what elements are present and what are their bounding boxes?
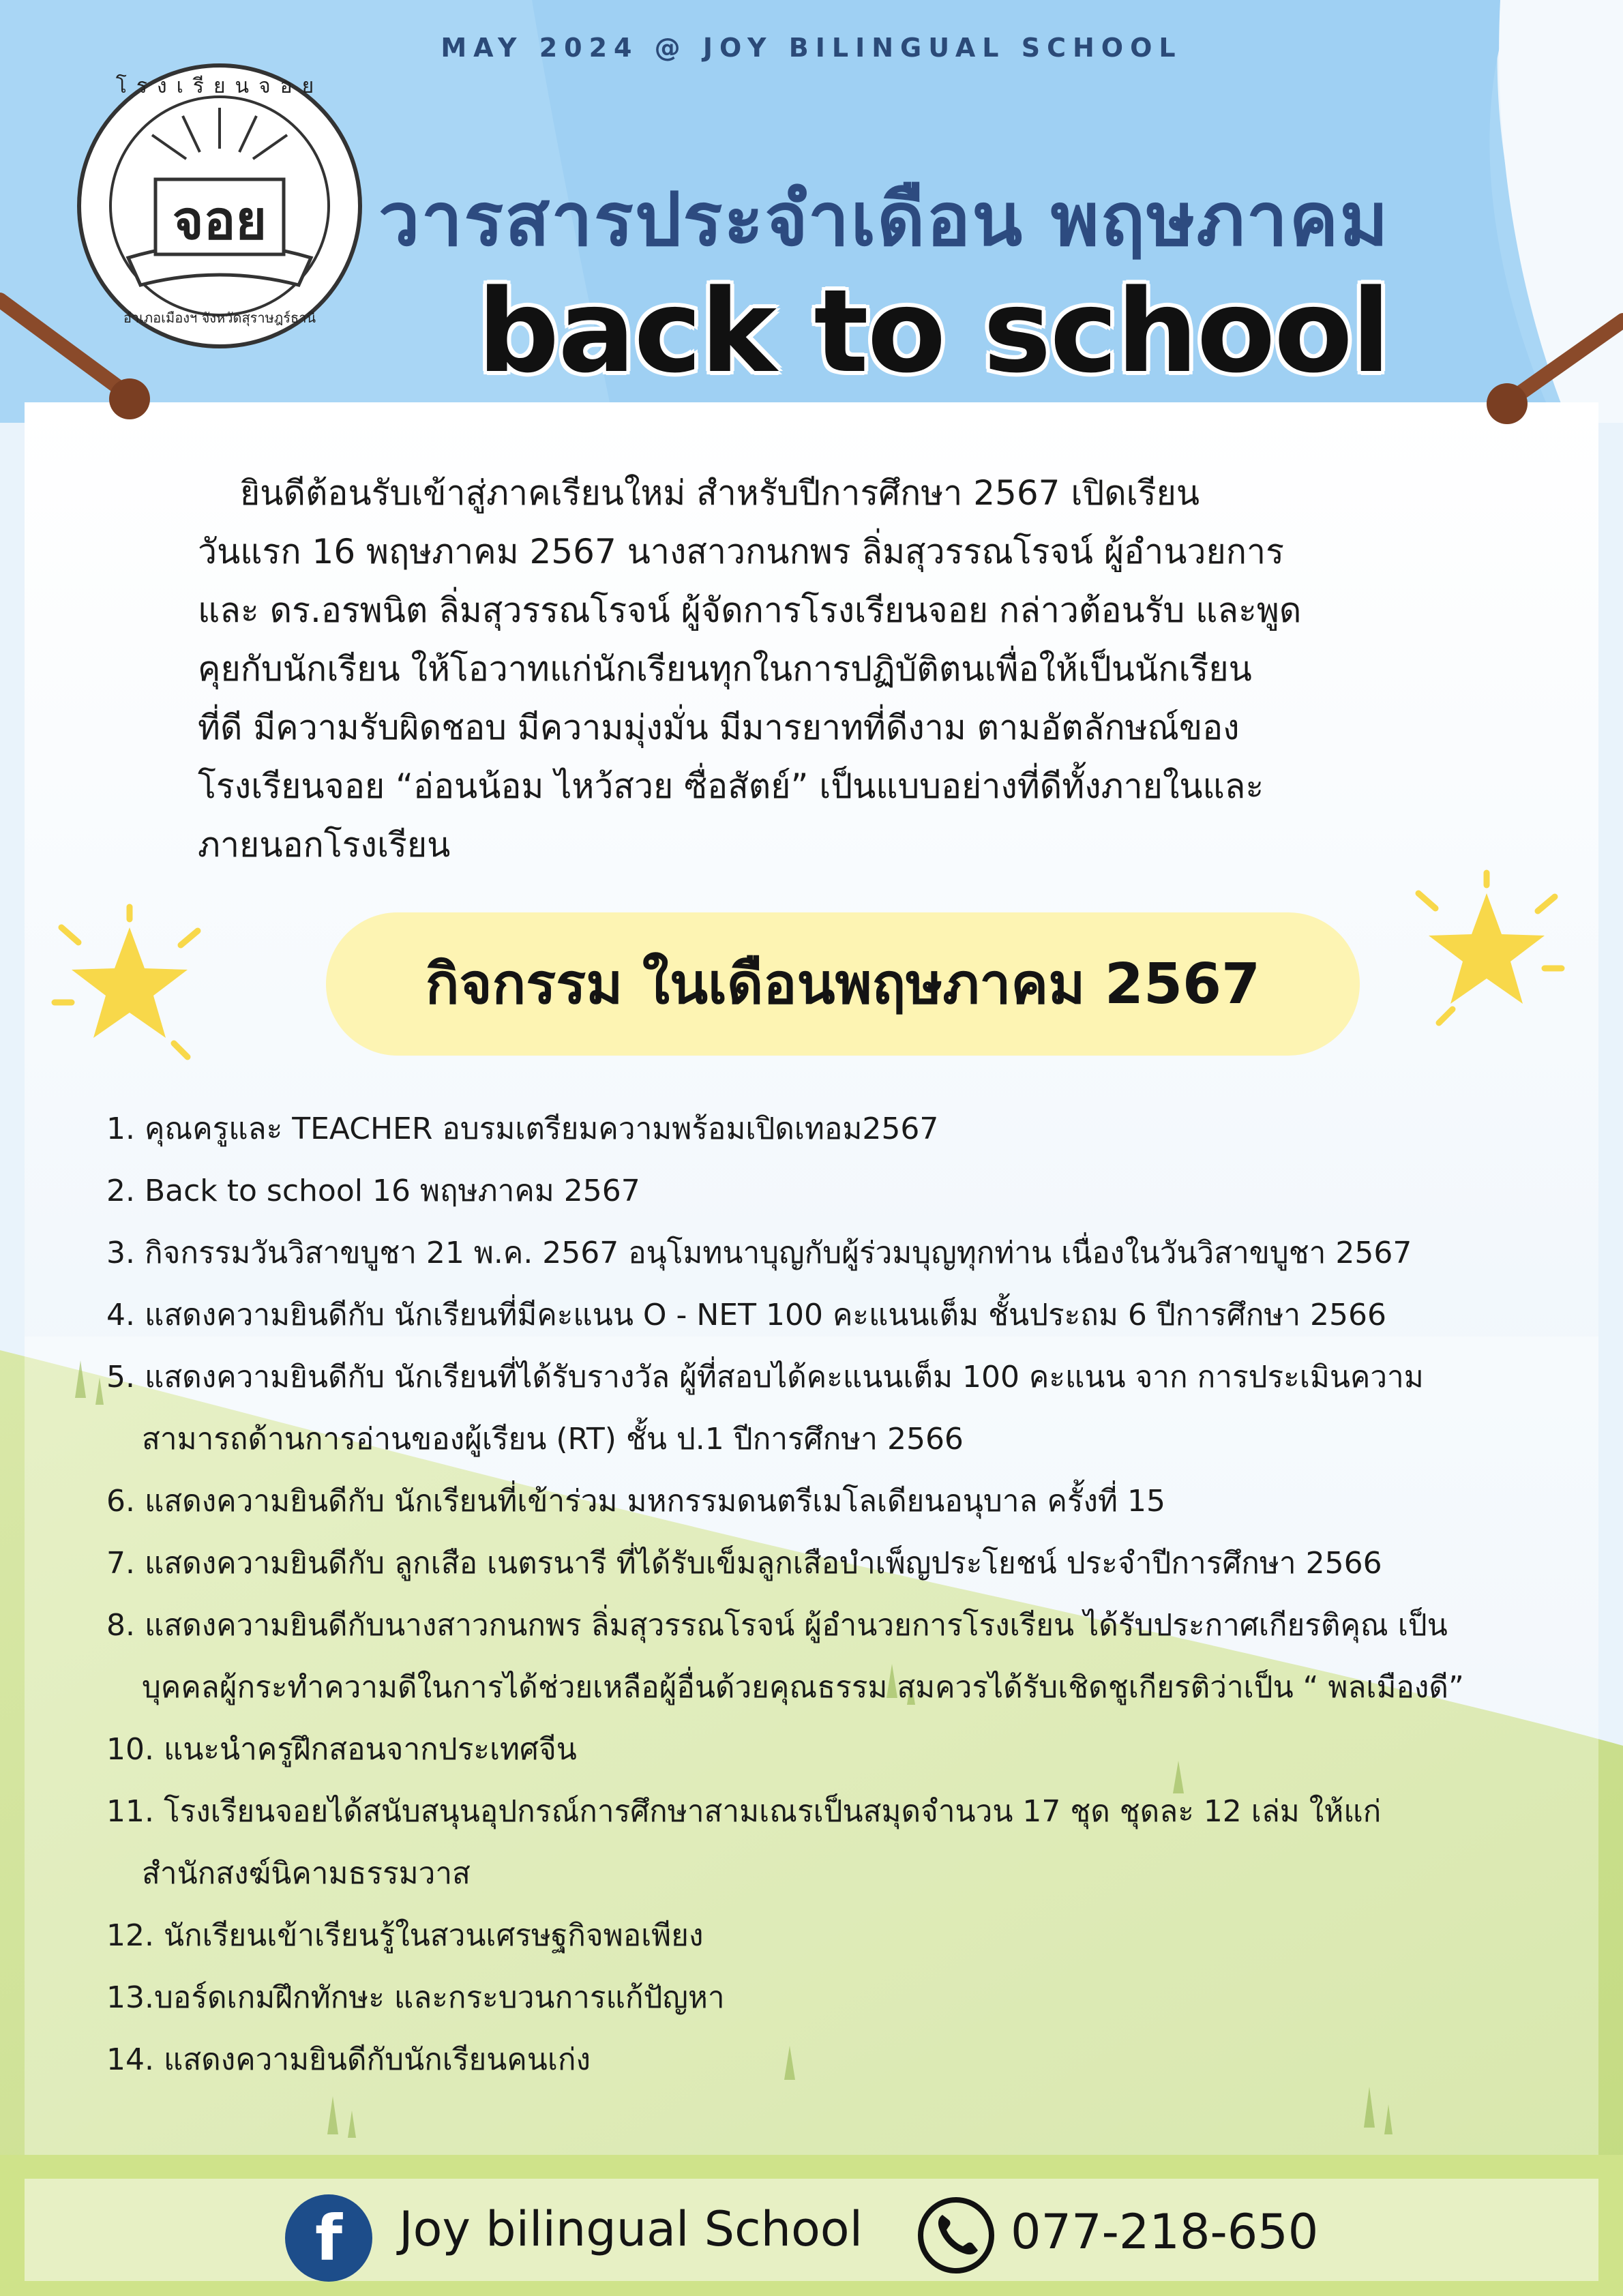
list-item-text: 2. Back to school 16 พฤษภาคม 2567 xyxy=(106,1174,640,1208)
facebook-icon-glyph: f xyxy=(314,2201,343,2275)
newsletter-title-english: back to school xyxy=(477,265,1390,398)
list-item xyxy=(106,1160,1559,1222)
phone-number[interactable]: 077-218-650 xyxy=(1011,2204,1319,2260)
facebook-icon[interactable] xyxy=(285,2194,372,2282)
list-item xyxy=(106,1284,1559,1346)
logo-center-text: จอย xyxy=(172,190,267,252)
list-item-text: 7. แสดงความยินดีกับ ลูกเสือ เนตรนารี ที่ได้รับเข็มลูกเสือบำเพ็ญประโยชน์ ประจำปีการศึกษา 2566 xyxy=(106,1546,1382,1581)
list-item xyxy=(106,1718,1559,1780)
star-icon-left xyxy=(41,900,218,1077)
list-item xyxy=(106,1222,1559,1284)
list-item-text: 4. แสดงความยินดีกับ นักเรียนที่มีคะแนน O - NET 100 คะแนนเต็ม ชั้นประถม 6 ปีการศึกษา 2566 xyxy=(106,1298,1387,1332)
date-line: MAY 2024 @ JOY BILINGUAL SCHOOL xyxy=(441,33,1182,63)
intro-line: ภายนอกโรงเรียน xyxy=(198,825,451,865)
intro-line: ยินดีต้อนรับเข้าสู่ภาคเรียนใหม่ สำหรับปีการศึกษา 2567 เปิดเรียน xyxy=(240,473,1200,513)
list-item xyxy=(106,1470,1559,1532)
phone-icon xyxy=(915,2194,997,2276)
list-item-text: 3. กิจกรรมวันวิสาขบูชา 21 พ.ค. 2567 อนุโมทนาบุญกับผู้ร่วมบุญทุกท่าน เนื่องในวันวิสาขบูชา 2567 xyxy=(106,1236,1412,1270)
list-item-continuation: สามารถด้านการอ่านของผู้เรียน (RT) ชั้น ป.1 ปีการศึกษา 2566 xyxy=(142,1422,964,1457)
list-item xyxy=(106,1905,1559,1967)
list-item-text: 14. แสดงความยินดีกับนักเรียนคนเก่ง xyxy=(106,2042,591,2077)
list-item-text: 11. โรงเรียนจอยได้สนับสนุนอุปกรณ์การศึกษาสามเณรเป็นสมุดจำนวน 17 ชุด ชุดละ 12 เล่ม ให้แก่ xyxy=(106,1794,1382,1829)
facebook-page-link[interactable]: Joy bilingual School xyxy=(399,2201,863,2257)
list-item xyxy=(106,2029,1559,2091)
list-item xyxy=(106,1594,1559,1718)
activities-heading-banner xyxy=(326,912,1360,1056)
logo-ring-text: โรงเรียนจอย xyxy=(115,74,324,98)
intro-line: คุยกับนักเรียน ให้โอวาทแก่นักเรียนทุกในการปฏิบัติตนเพื่อให้เป็นนักเรียน xyxy=(198,649,1252,689)
list-item xyxy=(106,1098,1559,1160)
intro-line: โรงเรียนจอย “อ่อนน้อม ไหว้สวย ซื่อสัตย์” เป็นแบบอย่างที่ดีทั้งภายในและ xyxy=(198,766,1264,806)
list-item xyxy=(106,1346,1559,1470)
school-logo xyxy=(74,60,366,352)
intro-paragraph xyxy=(198,464,1466,874)
list-item-continuation: บุคคลผู้กระทำความดีในการได้ช่วยเหลือผู้อื่นด้วยคุณธรรม สมควรได้รับเชิดชูเกียรติว่าเป็น “ พลเมืองดี” xyxy=(142,1670,1464,1705)
list-item-text: 5. แสดงความยินดีกับ นักเรียนที่ได้รับรางวัล ผู้ที่สอบได้คะแนนเต็ม 100 คะแนน จาก การประเมินความ xyxy=(106,1360,1424,1395)
activities-list xyxy=(106,1098,1559,2091)
list-item xyxy=(106,1532,1559,1594)
list-item-continuation: สำนักสงฆ์นิคามธรรมวาส xyxy=(142,1856,471,1891)
intro-line: ที่ดี มีความรับผิดชอบ มีความมุ่งมั่น มีมารยาทที่ดีงาม ตามอัตลักษณ์ของ xyxy=(198,708,1240,747)
newsletter-title-thai: วารสารประจำเดือน พฤษภาคม xyxy=(378,177,1390,263)
intro-line: วันแรก 16 พฤษภาคม 2567 นางสาวกนกพร ลิ่มสุวรรณโรจน์ ผู้อำนวยการ xyxy=(198,532,1284,571)
logo-ring-text-bottom: อำเภอเมืองฯ จังหวัดสุราษฎร์ธานี xyxy=(123,310,316,326)
list-item-text: 1. คุณครูและ TEACHER อบรมเตรียมความพร้อมเปิดเทอม2567 xyxy=(106,1112,939,1146)
activities-heading: กิจกรรม ในเดือนพฤษภาคม 2567 xyxy=(425,952,1261,1017)
list-item-text: 8. แสดงความยินดีกับนางสาวกนกพร ลิ่มสุวรรณโรจน์ ผู้อำนวยการโรงเรียน ได้รับประกาศเกียรติคุณ เป็น xyxy=(106,1608,1448,1643)
list-item-text: 10. แนะนำครูฝึกสอนจากประเทศจีน xyxy=(106,1732,577,1767)
list-item-text: 13.บอร์ดเกมฝึกทักษะ และกระบวนการแก้ปัญหา xyxy=(106,1980,725,2015)
list-item xyxy=(106,1967,1559,2029)
intro-line: และ ดร.อรพนิต ลิ่มสุวรรณโรจน์ ผู้จัดการโรงเรียนจอย กล่าวต้อนรับ และพูด xyxy=(198,591,1302,630)
list-item-text: 12. นักเรียนเข้าเรียนรู้ในสวนเศรษฐกิจพอเพียง xyxy=(106,1918,704,1953)
list-item-text: 6. แสดงความยินดีกับ นักเรียนที่เข้าร่วม มหกรรมดนตรีเมโลเดียนอนุบาล ครั้งที่ 15 xyxy=(106,1484,1165,1519)
list-item xyxy=(106,1780,1559,1905)
star-icon-right xyxy=(1398,866,1575,1043)
